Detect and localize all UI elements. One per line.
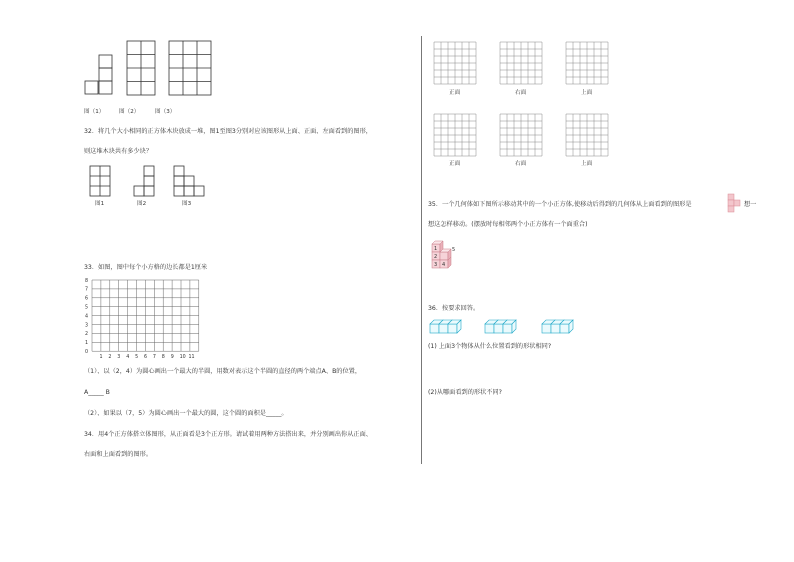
q33-part1: （1）、以（2，4）为圆心画出一个最大的半圆，用数对表示这个半圆的直径的两个端点A、B的位置， (84, 368, 362, 375)
x-tick-label: 9 (170, 355, 174, 361)
y-tick-label: 4 (85, 314, 89, 320)
y-tick-label: 8 (85, 278, 89, 284)
q34-label-front-1: 正面 (449, 90, 461, 96)
q34-label-front-2: 正面 (449, 161, 461, 167)
q34-view-grid-right-1 (500, 42, 542, 84)
q34-text-line1: 34．用4个正方体搭立体图形，从正面看是3个正方形。请试着用两种方法搭出来，并分别画出你从正面、 (84, 431, 372, 438)
q34-view-grid-front-2 (434, 114, 476, 156)
q32-figure-1 (90, 166, 114, 198)
q34-label-right-1: 右面 (515, 90, 527, 96)
q32-figure-2 (134, 166, 158, 198)
q31-figure-1 (85, 55, 113, 97)
x-tick-label: 4 (126, 355, 130, 361)
cube-number-3: 3 (434, 262, 438, 268)
q32-caption-1: 图1 (95, 201, 105, 207)
y-tick-label: 6 (85, 296, 89, 302)
q36-object-3 (541, 319, 577, 337)
y-tick-label: 0 (85, 350, 89, 355)
q34-view-grid-right-2 (500, 114, 542, 156)
q35-top-view-shape (728, 194, 742, 214)
q35-cube-figure (430, 240, 460, 274)
x-tick-label: 7 (152, 355, 156, 361)
y-tick-label: 1 (85, 341, 89, 347)
q34-view-grid-top-2 (566, 114, 608, 156)
cube-number-2: 2 (434, 254, 438, 260)
x-tick-label: 1 (99, 355, 103, 361)
q31-caption-1: 图（1） (84, 109, 105, 115)
x-tick-label: 2 (108, 355, 112, 361)
q32-caption-3: 图3 (182, 201, 192, 207)
q34-label-top-2: 上面 (581, 161, 593, 167)
cube-number-5: 5 (452, 247, 456, 253)
q33-part2: （2）、如果以（7，5）为圆心画出一个最大的圆，这个圆的面积是_____。 (84, 410, 288, 417)
q34-text-line2: 右面和上面看到的图形。 (84, 451, 153, 458)
q34-view-grid-front-1 (434, 42, 476, 84)
column-divider (421, 36, 422, 464)
q31-caption-2: 图（2） (119, 109, 140, 115)
q31-figure-3 (169, 41, 213, 97)
y-tick-label: 2 (85, 332, 89, 338)
q31-caption-3: 图（3） (155, 109, 176, 115)
q34-label-top-1: 上面 (581, 90, 593, 96)
q36-title: 36．按要求回答。 (428, 305, 480, 312)
q34-label-right-2: 右面 (515, 161, 527, 167)
q32-figure-3 (174, 166, 208, 198)
q35-text-line2: 想这怎样移动。(摆放时每相邻两个小正方体有一个面重合) (428, 221, 588, 228)
x-tick-label: 8 (161, 355, 165, 361)
q35-text-line1-end: 想一 (744, 201, 757, 208)
q32-caption-2: 图2 (137, 201, 147, 207)
cube-number-4: 4 (442, 262, 446, 268)
cube-number-1: 1 (434, 246, 438, 252)
q32-text-line1: 32．将几个大小相同的正方体木块放成一堆，图1至图3分别对应该图形从上面、正面、左面看到的图形， (84, 128, 372, 135)
q36-part2: (2)从哪面看到的形状不同? (428, 389, 502, 396)
q36-object-1 (429, 319, 465, 337)
x-tick-label: 5 (135, 355, 139, 361)
x-tick-label: 11 (188, 355, 195, 361)
q33-part1-answer: A_____ B (84, 389, 110, 396)
q36-object-2 (484, 319, 520, 337)
q33-coordinate-grid (84, 278, 199, 361)
q35-text-line1: 35．一个几何体如下图所示移动其中的一个小正方体,使移动后得到的几何体从上面看到的图形是 (428, 201, 692, 208)
q34-view-grid-top-1 (566, 42, 608, 84)
q36-part1: (1) 上面3个物体从什么位置看到的形状相同? (428, 343, 552, 350)
q32-text-line2: 则这堆木块共有多少块？ (84, 148, 153, 155)
y-tick-label: 3 (85, 323, 89, 329)
q31-figure-2 (127, 41, 157, 97)
x-tick-label: 6 (144, 355, 148, 361)
q33-title: 33．如图，图中每个小方格的边长都是1厘米 (84, 264, 208, 271)
x-tick-label: 10 (179, 355, 186, 361)
y-tick-label: 5 (85, 305, 89, 311)
y-tick-label: 7 (85, 287, 89, 293)
x-tick-label: 3 (117, 355, 121, 361)
